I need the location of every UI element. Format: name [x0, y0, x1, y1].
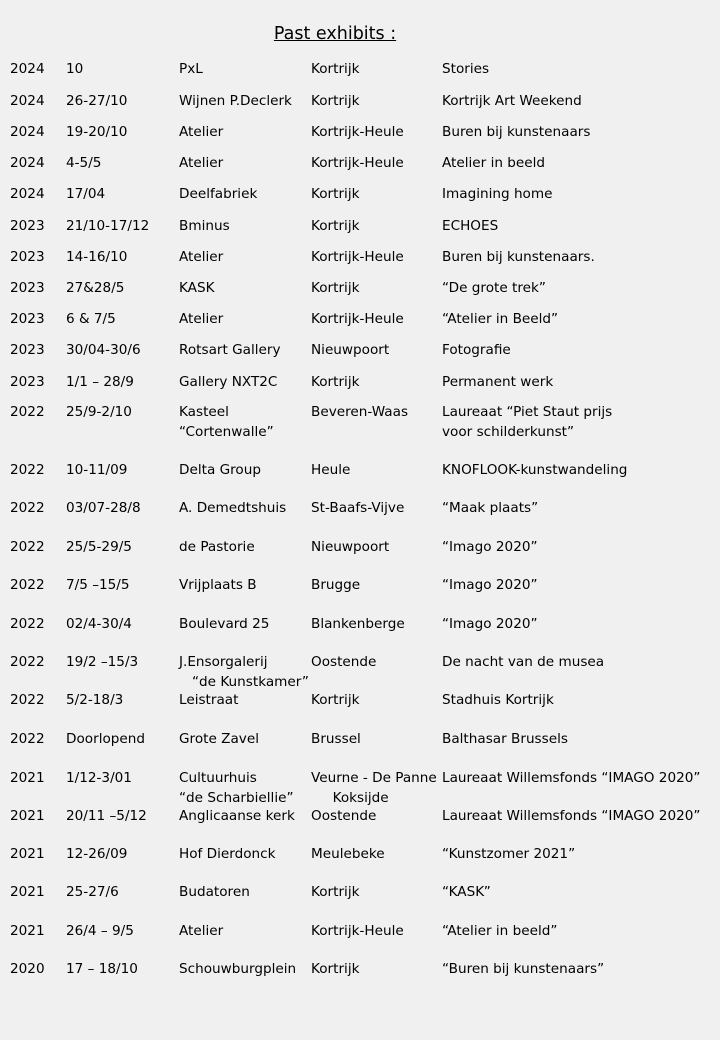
exhibit-date: 5/2-18/3 — [66, 692, 124, 708]
exhibit-date: 20/11 –5/12 — [66, 808, 147, 824]
exhibit-city: Kortrijk — [311, 374, 360, 390]
exhibit-title: KNOFLOOK-kunstwandeling — [442, 462, 628, 478]
exhibit-city: Kortrijk — [311, 692, 360, 708]
exhibit-title: Laureaat “Piet Staut prijs voor schilderkunst” — [442, 404, 613, 440]
exhibit-title: “KASK” — [442, 884, 491, 900]
exhibit-title: “Imago 2020” — [442, 577, 538, 593]
exhibit-date: 25/5-29/5 — [66, 539, 132, 555]
exhibit-city: Oostende — [311, 654, 377, 670]
exhibit-date: 1/12-3/01 — [66, 770, 132, 786]
exhibit-venue: Anglicaanse kerk — [179, 808, 295, 824]
exhibit-venue: Bminus — [179, 218, 230, 234]
exhibit-date: Doorlopend — [66, 731, 146, 747]
exhibit-venue: Vrijplaats B — [179, 577, 257, 593]
exhibit-date: 27&28/5 — [66, 280, 125, 296]
exhibit-title: “De grote trek” — [442, 280, 546, 296]
exhibit-title: Imagining home — [442, 186, 553, 202]
exhibit-date: 4-5/5 — [66, 155, 102, 171]
exhibit-city: Kortrijk — [311, 186, 360, 202]
exhibit-date: 25-27/6 — [66, 884, 119, 900]
exhibit-date: 26/4 – 9/5 — [66, 923, 134, 939]
exhibit-year: 2022 — [10, 404, 45, 420]
exhibit-date: 17/04 — [66, 186, 106, 202]
page-title: Past exhibits : — [273, 24, 397, 44]
exhibit-row — [0, 402, 720, 442]
exhibit-date: 19/2 –15/3 — [66, 654, 139, 670]
exhibit-row — [0, 575, 720, 615]
exhibit-date: 17 – 18/10 — [66, 961, 138, 977]
exhibit-row — [0, 768, 720, 808]
exhibit-title: Buren bij kunstenaars. — [442, 249, 595, 265]
exhibit-title: Stories — [442, 61, 490, 77]
exhibit-row — [0, 882, 720, 922]
exhibit-row — [0, 652, 720, 692]
exhibit-venue: Budatoren — [179, 884, 250, 900]
exhibit-row — [0, 921, 720, 961]
exhibit-venue: Schouwburgplein — [179, 961, 297, 977]
exhibit-venue: Kasteel “Cortenwalle” — [179, 404, 274, 440]
exhibit-year: 2023 — [10, 249, 45, 265]
exhibit-year: 2022 — [10, 731, 45, 747]
exhibit-title: Atelier in beeld — [442, 155, 546, 171]
exhibit-year: 2021 — [10, 770, 45, 786]
exhibit-city: Kortrijk-Heule — [311, 311, 404, 327]
exhibit-year: 2021 — [10, 808, 45, 824]
exhibit-date: 7/5 –15/5 — [66, 577, 130, 593]
exhibit-city: Meulebeke — [311, 846, 385, 862]
exhibit-city: Brussel — [311, 731, 361, 747]
exhibit-row — [0, 690, 720, 730]
exhibit-title: Balthasar Brussels — [442, 731, 568, 747]
exhibit-city: Blankenberge — [311, 616, 405, 632]
exhibit-city: Kortrijk — [311, 961, 360, 977]
exhibit-venue: Atelier — [179, 923, 224, 939]
exhibit-venue: KASK — [179, 280, 215, 296]
exhibit-city: Brugge — [311, 577, 361, 593]
exhibit-title: “Kunstzomer 2021” — [442, 846, 576, 862]
exhibit-year: 2022 — [10, 692, 45, 708]
exhibit-city: Kortrijk — [311, 218, 360, 234]
exhibit-year: 2023 — [10, 342, 45, 358]
exhibit-row — [0, 460, 720, 500]
exhibit-city: Kortrijk-Heule — [311, 124, 404, 140]
exhibit-title: “Buren bij kunstenaars” — [442, 961, 605, 977]
exhibit-date: 10-11/09 — [66, 462, 128, 478]
exhibit-venue: Atelier — [179, 155, 224, 171]
exhibit-year: 2024 — [10, 124, 45, 140]
exhibit-year: 2024 — [10, 155, 45, 171]
exhibit-title: “Imago 2020” — [442, 539, 538, 555]
exhibit-date: 1/1 – 28/9 — [66, 374, 134, 390]
exhibit-date: 25/9-2/10 — [66, 404, 132, 420]
exhibit-venue: A. Demedtshuis — [179, 500, 287, 516]
exhibit-venue: de Pastorie — [179, 539, 255, 555]
exhibit-date: 26-27/10 — [66, 93, 128, 109]
exhibit-venue: Atelier — [179, 311, 224, 327]
exhibit-venue: Delta Group — [179, 462, 261, 478]
exhibit-row — [0, 959, 720, 999]
exhibit-year: 2023 — [10, 218, 45, 234]
exhibit-year: 2022 — [10, 539, 45, 555]
exhibit-venue: J.Ensorgalerij “de Kunstkamer” — [179, 654, 309, 690]
exhibit-title: ECHOES — [442, 218, 499, 234]
exhibit-year: 2022 — [10, 462, 45, 478]
exhibit-date: 10 — [66, 61, 84, 77]
exhibit-date: 19-20/10 — [66, 124, 128, 140]
exhibit-year: 2024 — [10, 186, 45, 202]
exhibit-venue: Rotsart Gallery — [179, 342, 281, 358]
exhibit-date: 21/10-17/12 — [66, 218, 150, 234]
exhibit-title: Kortrijk Art Weekend — [442, 93, 582, 109]
exhibit-row — [0, 844, 720, 884]
exhibit-title: Laureaat Willemsfonds “IMAGO 2020” — [442, 770, 701, 786]
exhibit-venue: Grote Zavel — [179, 731, 259, 747]
exhibit-venue: Atelier — [179, 124, 224, 140]
exhibit-venue: Atelier — [179, 249, 224, 265]
exhibit-venue: Boulevard 25 — [179, 616, 270, 632]
exhibit-title: “Imago 2020” — [442, 616, 538, 632]
exhibit-city: Heule — [311, 462, 351, 478]
exhibit-title: Permanent werk — [442, 374, 554, 390]
exhibit-year: 2022 — [10, 616, 45, 632]
exhibit-title: “Atelier in beeld” — [442, 923, 558, 939]
exhibit-venue: Gallery NXT2C — [179, 374, 278, 390]
exhibit-venue: Deelfabriek — [179, 186, 258, 202]
exhibit-city: St-Baafs-Vijve — [311, 500, 405, 516]
exhibit-date: 6 & 7/5 — [66, 311, 116, 327]
exhibit-city: Kortrijk — [311, 884, 360, 900]
exhibit-year: 2023 — [10, 280, 45, 296]
exhibit-year: 2021 — [10, 923, 45, 939]
exhibit-title: “Atelier in Beeld” — [442, 311, 559, 327]
exhibit-city: Nieuwpoort — [311, 539, 390, 555]
exhibit-city: Oostende — [311, 808, 377, 824]
exhibit-year: 2024 — [10, 93, 45, 109]
exhibit-year: 2023 — [10, 374, 45, 390]
exhibit-venue: PxL — [179, 61, 203, 77]
exhibit-city: Kortrijk — [311, 93, 360, 109]
exhibit-city: Beveren-Waas — [311, 404, 409, 420]
exhibit-row — [0, 537, 720, 577]
exhibit-date: 14-16/10 — [66, 249, 128, 265]
exhibit-city: Kortrijk-Heule — [311, 155, 404, 171]
exhibit-row — [0, 806, 720, 846]
exhibit-venue: Leistraat — [179, 692, 239, 708]
exhibit-venue: Cultuurhuis “de Scharbiellie” — [179, 770, 294, 806]
exhibit-year: 2023 — [10, 311, 45, 327]
exhibit-year: 2022 — [10, 577, 45, 593]
exhibit-city: Veurne - De Panne Koksijde — [311, 770, 437, 806]
exhibit-year: 2021 — [10, 884, 45, 900]
exhibit-year: 2024 — [10, 61, 45, 77]
exhibit-year: 2022 — [10, 500, 45, 516]
exhibit-row — [0, 498, 720, 538]
exhibit-city: Kortrijk — [311, 280, 360, 296]
exhibit-title: De nacht van de musea — [442, 654, 605, 670]
exhibit-year: 2022 — [10, 654, 45, 670]
exhibit-row — [0, 614, 720, 654]
exhibit-city: Kortrijk — [311, 61, 360, 77]
exhibit-title: Stadhuis Kortrijk — [442, 692, 554, 708]
exhibit-title: Laureaat Willemsfonds “IMAGO 2020” — [442, 808, 701, 824]
exhibit-year: 2021 — [10, 846, 45, 862]
exhibit-date: 12-26/09 — [66, 846, 128, 862]
exhibit-city: Nieuwpoort — [311, 342, 390, 358]
exhibit-date: 30/04-30/6 — [66, 342, 141, 358]
exhibit-city: Kortrijk-Heule — [311, 923, 404, 939]
exhibit-city: Kortrijk-Heule — [311, 249, 404, 265]
exhibit-venue: Wijnen P.Declerk — [179, 93, 292, 109]
exhibit-venue: Hof Dierdonck — [179, 846, 276, 862]
exhibit-title: Buren bij kunstenaars — [442, 124, 591, 140]
exhibit-date: 03/07-28/8 — [66, 500, 141, 516]
exhibit-row — [0, 729, 720, 769]
exhibit-title: “Maak plaats” — [442, 500, 539, 516]
exhibit-year: 2020 — [10, 961, 45, 977]
exhibit-date: 02/4-30/4 — [66, 616, 132, 632]
exhibit-title: Fotografie — [442, 342, 511, 358]
